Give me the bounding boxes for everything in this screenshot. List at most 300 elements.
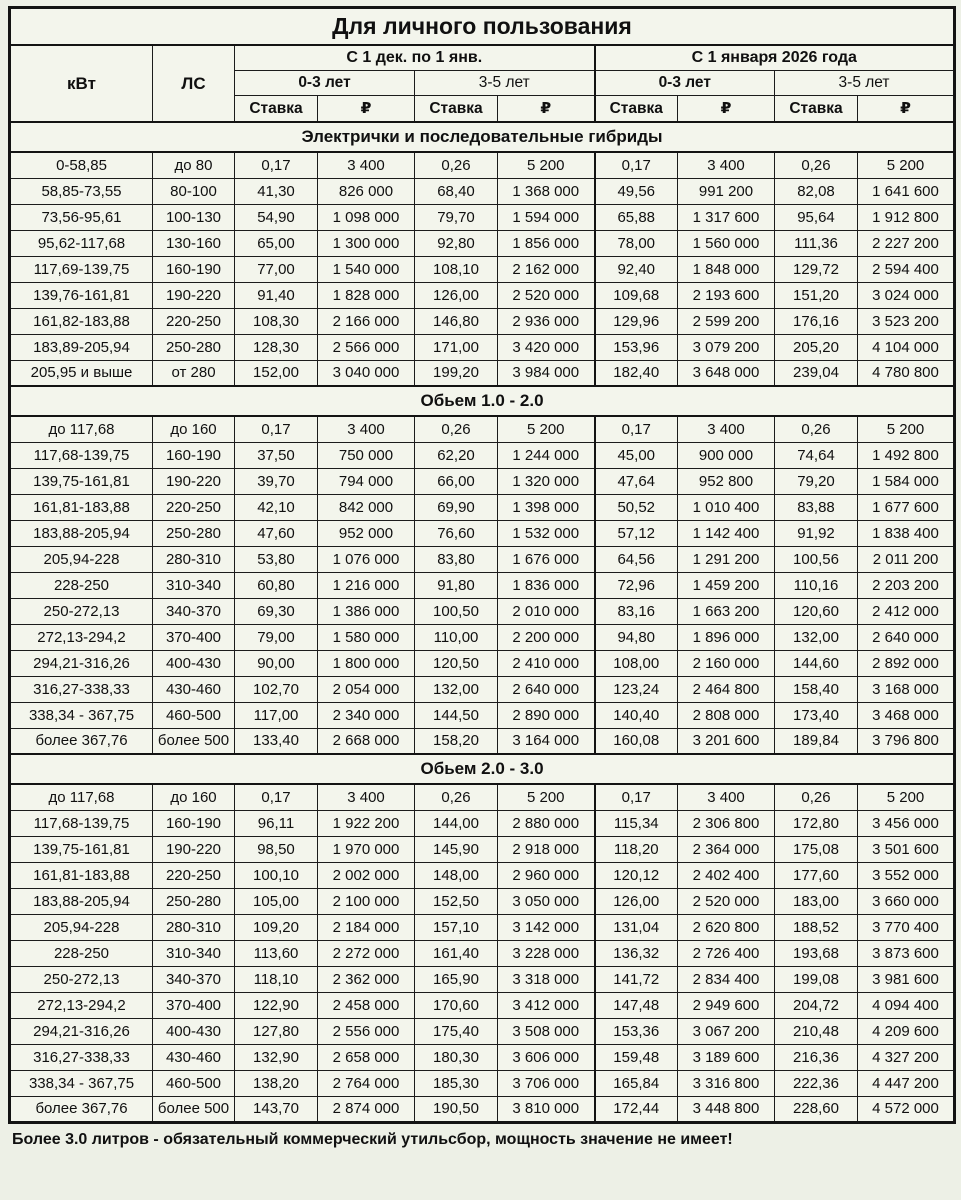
cell-rub: 3 142 000 xyxy=(498,914,595,940)
cell-rub: 3 706 000 xyxy=(498,1070,595,1096)
cell-kwt: 272,13-294,2 xyxy=(10,992,153,1018)
cell-rub: 3 050 000 xyxy=(498,888,595,914)
cell-rate: 90,00 xyxy=(235,650,318,676)
cell-rate: 133,40 xyxy=(235,728,318,754)
cell-rate: 222,36 xyxy=(775,1070,858,1096)
ruble-sign: ₽ xyxy=(858,96,955,123)
cell-rate: 204,72 xyxy=(775,992,858,1018)
cell-rate: 0,26 xyxy=(415,416,498,442)
cell-rub: 5 200 xyxy=(498,416,595,442)
cell-rate: 131,04 xyxy=(595,914,678,940)
cell-rate: 136,32 xyxy=(595,940,678,966)
cell-rate: 79,20 xyxy=(775,468,858,494)
table-row xyxy=(10,1018,955,1044)
cell-rate: 109,20 xyxy=(235,914,318,940)
table-row xyxy=(10,702,955,728)
cell-rub: 3 400 xyxy=(318,784,415,810)
cell-rate: 113,60 xyxy=(235,940,318,966)
table-row xyxy=(10,1096,955,1122)
cell-rate: 132,90 xyxy=(235,1044,318,1070)
table-row xyxy=(10,360,955,386)
cell-ls: 400-430 xyxy=(153,650,235,676)
cell-rate: 171,00 xyxy=(415,334,498,360)
cell-kwt: более 367,76 xyxy=(10,728,153,754)
cell-rub: 1 970 000 xyxy=(318,836,415,862)
cell-rate: 83,16 xyxy=(595,598,678,624)
ruble-sign: ₽ xyxy=(498,96,595,123)
cell-rub: 3 168 000 xyxy=(858,676,955,702)
cell-rate: 126,00 xyxy=(415,282,498,308)
col-header-rate: Ставка xyxy=(235,96,318,123)
cell-rate: 92,80 xyxy=(415,230,498,256)
cell-rub: 2 272 000 xyxy=(318,940,415,966)
cell-ls: 430-460 xyxy=(153,676,235,702)
table-row xyxy=(10,572,955,598)
cell-rub: 1 398 000 xyxy=(498,494,595,520)
cell-rate: 183,00 xyxy=(775,888,858,914)
cell-rub: 3 468 000 xyxy=(858,702,955,728)
cell-rate: 170,60 xyxy=(415,992,498,1018)
cell-rub: 3 648 000 xyxy=(678,360,775,386)
table-row xyxy=(10,598,955,624)
cell-rate: 69,30 xyxy=(235,598,318,624)
table-row xyxy=(10,784,955,810)
col-header-rate: Ставка xyxy=(415,96,498,123)
cell-rate: 193,68 xyxy=(775,940,858,966)
cell-rate: 65,00 xyxy=(235,230,318,256)
cell-rub: 1 386 000 xyxy=(318,598,415,624)
cell-rub: 3 400 xyxy=(678,152,775,178)
cell-rub: 3 508 000 xyxy=(498,1018,595,1044)
cell-rate: 91,92 xyxy=(775,520,858,546)
cell-kwt: 338,34 - 367,75 xyxy=(10,1070,153,1096)
cell-rub: 1 142 400 xyxy=(678,520,775,546)
cell-rate: 42,10 xyxy=(235,494,318,520)
cell-rub: 4 094 400 xyxy=(858,992,955,1018)
cell-rub: 2 594 400 xyxy=(858,256,955,282)
period-row xyxy=(10,45,955,71)
cell-kwt: 161,81-183,88 xyxy=(10,494,153,520)
cell-rub: 3 501 600 xyxy=(858,836,955,862)
cell-rub: 2 054 000 xyxy=(318,676,415,702)
cell-rub: 5 200 xyxy=(858,416,955,442)
cell-rub: 3 770 400 xyxy=(858,914,955,940)
cell-rub: 1 641 600 xyxy=(858,178,955,204)
cell-rub: 2 362 000 xyxy=(318,966,415,992)
cell-rub: 1 838 400 xyxy=(858,520,955,546)
cell-rub: 3 228 000 xyxy=(498,940,595,966)
cell-ls: 250-280 xyxy=(153,334,235,360)
cell-rub: 1 848 000 xyxy=(678,256,775,282)
cell-rub: 3 456 000 xyxy=(858,810,955,836)
col-header-period-dec-jan: С 1 дек. по 1 янв. xyxy=(235,45,595,71)
cell-ls: 190-220 xyxy=(153,836,235,862)
cell-rate: 0,17 xyxy=(595,152,678,178)
cell-rate: 117,00 xyxy=(235,702,318,728)
cell-rate: 159,48 xyxy=(595,1044,678,1070)
cell-rub: 750 000 xyxy=(318,442,415,468)
cell-rate: 190,50 xyxy=(415,1096,498,1122)
cell-rub: 1 540 000 xyxy=(318,256,415,282)
cell-rub: 2 556 000 xyxy=(318,1018,415,1044)
cell-rate: 158,20 xyxy=(415,728,498,754)
cell-rate: 122,90 xyxy=(235,992,318,1018)
cell-rub: 1 584 000 xyxy=(858,468,955,494)
cell-rub: 2 203 200 xyxy=(858,572,955,598)
table-header xyxy=(10,8,955,123)
cell-rub: 2 364 000 xyxy=(678,836,775,862)
cell-rate: 66,00 xyxy=(415,468,498,494)
cell-rub: 1 676 000 xyxy=(498,546,595,572)
cell-rub: 3 448 800 xyxy=(678,1096,775,1122)
cell-rate: 143,70 xyxy=(235,1096,318,1122)
cell-rub: 1 800 000 xyxy=(318,650,415,676)
cell-kwt: 183,88-205,94 xyxy=(10,520,153,546)
cell-rub: 2 874 000 xyxy=(318,1096,415,1122)
cell-ls: 130-160 xyxy=(153,230,235,256)
cell-rub: 3 400 xyxy=(678,416,775,442)
cell-rate: 83,80 xyxy=(415,546,498,572)
cell-rub: 3 079 200 xyxy=(678,334,775,360)
cell-kwt: 161,82-183,88 xyxy=(10,308,153,334)
table-row xyxy=(10,676,955,702)
cell-rub: 1 560 000 xyxy=(678,230,775,256)
cell-rate: 98,50 xyxy=(235,836,318,862)
cell-rub: 991 200 xyxy=(678,178,775,204)
cell-rub: 1 912 800 xyxy=(858,204,955,230)
cell-rub: 2 162 000 xyxy=(498,256,595,282)
cell-ls: 340-370 xyxy=(153,966,235,992)
table-row xyxy=(10,940,955,966)
cell-kwt: 294,21-316,26 xyxy=(10,1018,153,1044)
cell-rate: 105,00 xyxy=(235,888,318,914)
cell-kwt: более 367,76 xyxy=(10,1096,153,1122)
table-row xyxy=(10,204,955,230)
cell-rub: 3 552 000 xyxy=(858,862,955,888)
cell-rate: 50,52 xyxy=(595,494,678,520)
cell-rate: 0,17 xyxy=(235,416,318,442)
cell-rate: 180,30 xyxy=(415,1044,498,1070)
cell-rub: 2 520 000 xyxy=(498,282,595,308)
cell-rate: 160,08 xyxy=(595,728,678,754)
cell-rate: 47,64 xyxy=(595,468,678,494)
tariff-table xyxy=(8,6,956,1124)
cell-kwt: 0-58,85 xyxy=(10,152,153,178)
section-title: Обьем 2.0 - 3.0 xyxy=(10,754,955,784)
table-row xyxy=(10,1044,955,1070)
cell-rate: 161,40 xyxy=(415,940,498,966)
cell-rub: 2 658 000 xyxy=(318,1044,415,1070)
cell-rub: 1 580 000 xyxy=(318,624,415,650)
cell-rub: 2 002 000 xyxy=(318,862,415,888)
cell-rate: 151,20 xyxy=(775,282,858,308)
cell-kwt: 139,75-161,81 xyxy=(10,468,153,494)
cell-rate: 62,20 xyxy=(415,442,498,468)
cell-rate: 57,12 xyxy=(595,520,678,546)
ruble-sign: ₽ xyxy=(678,96,775,123)
table-row xyxy=(10,282,955,308)
cell-rub: 2 764 000 xyxy=(318,1070,415,1096)
cell-rate: 100,56 xyxy=(775,546,858,572)
cell-rub: 3 400 xyxy=(318,152,415,178)
cell-rate: 78,00 xyxy=(595,230,678,256)
cell-rub: 2 949 600 xyxy=(678,992,775,1018)
table-row xyxy=(10,546,955,572)
cell-kwt: 228-250 xyxy=(10,572,153,598)
cell-rate: 157,10 xyxy=(415,914,498,940)
cell-rate: 110,00 xyxy=(415,624,498,650)
cell-rate: 108,00 xyxy=(595,650,678,676)
cell-rub: 1 368 000 xyxy=(498,178,595,204)
cell-rate: 120,60 xyxy=(775,598,858,624)
cell-rate: 60,80 xyxy=(235,572,318,598)
cell-rate: 64,56 xyxy=(595,546,678,572)
cell-rate: 153,96 xyxy=(595,334,678,360)
cell-rub: 900 000 xyxy=(678,442,775,468)
cell-kwt: 205,94-228 xyxy=(10,546,153,572)
cell-kwt: до 117,68 xyxy=(10,784,153,810)
cell-rub: 1 291 200 xyxy=(678,546,775,572)
cell-rate: 79,00 xyxy=(235,624,318,650)
table-row xyxy=(10,624,955,650)
cell-rate: 129,72 xyxy=(775,256,858,282)
cell-rate: 120,50 xyxy=(415,650,498,676)
cell-rub: 1 320 000 xyxy=(498,468,595,494)
cell-rate: 123,24 xyxy=(595,676,678,702)
cell-rub: 2 620 800 xyxy=(678,914,775,940)
section-header-row xyxy=(10,386,955,416)
cell-kwt: 316,27-338,33 xyxy=(10,676,153,702)
cell-rate: 239,04 xyxy=(775,360,858,386)
cell-rub: 2 726 400 xyxy=(678,940,775,966)
cell-rate: 144,50 xyxy=(415,702,498,728)
col-header-ls: ЛС xyxy=(153,45,235,122)
cell-rub: 1 216 000 xyxy=(318,572,415,598)
cell-rate: 65,88 xyxy=(595,204,678,230)
cell-rate: 68,40 xyxy=(415,178,498,204)
cell-ls: более 500 xyxy=(153,728,235,754)
cell-rate: 138,20 xyxy=(235,1070,318,1096)
cell-ls: 310-340 xyxy=(153,572,235,598)
section-title: Электрички и последовательные гибриды xyxy=(10,122,955,152)
cell-kwt: 205,94-228 xyxy=(10,914,153,940)
table-row xyxy=(10,992,955,1018)
cell-rate: 118,10 xyxy=(235,966,318,992)
cell-ls: 250-280 xyxy=(153,520,235,546)
cell-rate: 91,40 xyxy=(235,282,318,308)
cell-rub: 5 200 xyxy=(858,152,955,178)
cell-rub: 3 067 200 xyxy=(678,1018,775,1044)
cell-rate: 205,20 xyxy=(775,334,858,360)
cell-ls: 160-190 xyxy=(153,256,235,282)
cell-ls: 190-220 xyxy=(153,282,235,308)
cell-rate: 39,70 xyxy=(235,468,318,494)
cell-kwt: 183,89-205,94 xyxy=(10,334,153,360)
cell-rub: 3 040 000 xyxy=(318,360,415,386)
cell-rub: 1 010 400 xyxy=(678,494,775,520)
cell-rub: 2 166 000 xyxy=(318,308,415,334)
cell-rate: 153,36 xyxy=(595,1018,678,1044)
cell-rate: 216,36 xyxy=(775,1044,858,1070)
cell-rate: 45,00 xyxy=(595,442,678,468)
cell-rate: 96,11 xyxy=(235,810,318,836)
table-row xyxy=(10,520,955,546)
cell-rub: 4 209 600 xyxy=(858,1018,955,1044)
cell-rate: 188,52 xyxy=(775,914,858,940)
cell-rub: 1 317 600 xyxy=(678,204,775,230)
cell-rate: 0,26 xyxy=(415,784,498,810)
cell-rate: 69,90 xyxy=(415,494,498,520)
cell-rub: 5 200 xyxy=(498,784,595,810)
cell-ls: 460-500 xyxy=(153,1070,235,1096)
cell-rate: 148,00 xyxy=(415,862,498,888)
cell-rate: 72,96 xyxy=(595,572,678,598)
cell-rub: 3 796 800 xyxy=(858,728,955,754)
cell-rub: 1 300 000 xyxy=(318,230,415,256)
cell-rate: 146,80 xyxy=(415,308,498,334)
cell-rub: 2 458 000 xyxy=(318,992,415,1018)
cell-kwt: 139,76-161,81 xyxy=(10,282,153,308)
cell-rub: 2 160 000 xyxy=(678,650,775,676)
table-row xyxy=(10,836,955,862)
cell-kwt: 139,75-161,81 xyxy=(10,836,153,862)
cell-rub: 2 010 000 xyxy=(498,598,595,624)
cell-kwt: 73,56-95,61 xyxy=(10,204,153,230)
cell-rub: 2 200 000 xyxy=(498,624,595,650)
cell-rub: 3 189 600 xyxy=(678,1044,775,1070)
cell-rate: 83,88 xyxy=(775,494,858,520)
section-title: Обьем 1.0 - 2.0 xyxy=(10,386,955,416)
cell-rub: 2 410 000 xyxy=(498,650,595,676)
cell-rate: 144,60 xyxy=(775,650,858,676)
cell-rub: 1 492 800 xyxy=(858,442,955,468)
cell-rate: 126,00 xyxy=(595,888,678,914)
cell-kwt: 117,68-139,75 xyxy=(10,810,153,836)
cell-rate: 94,80 xyxy=(595,624,678,650)
cell-rub: 3 660 000 xyxy=(858,888,955,914)
cell-kwt: 117,68-139,75 xyxy=(10,442,153,468)
cell-rub: 3 412 000 xyxy=(498,992,595,1018)
cell-rate: 109,68 xyxy=(595,282,678,308)
cell-rub: 2 566 000 xyxy=(318,334,415,360)
cell-rate: 100,50 xyxy=(415,598,498,624)
cell-rub: 2 834 400 xyxy=(678,966,775,992)
cell-rate: 108,10 xyxy=(415,256,498,282)
cell-rub: 5 200 xyxy=(498,152,595,178)
cell-ls: 460-500 xyxy=(153,702,235,728)
cell-ls: 220-250 xyxy=(153,308,235,334)
cell-ls: 160-190 xyxy=(153,810,235,836)
cell-rate: 0,26 xyxy=(415,152,498,178)
cell-ls: от 280 xyxy=(153,360,235,386)
cell-kwt: 272,13-294,2 xyxy=(10,624,153,650)
cell-rub: 952 800 xyxy=(678,468,775,494)
cell-ls: 190-220 xyxy=(153,468,235,494)
table-row xyxy=(10,334,955,360)
cell-rate: 118,20 xyxy=(595,836,678,862)
cell-kwt: 161,81-183,88 xyxy=(10,862,153,888)
cell-rate: 228,60 xyxy=(775,1096,858,1122)
cell-rate: 173,40 xyxy=(775,702,858,728)
section-header-row xyxy=(10,122,955,152)
cell-rate: 0,17 xyxy=(595,416,678,442)
cell-rate: 152,00 xyxy=(235,360,318,386)
cell-kwt: 294,21-316,26 xyxy=(10,650,153,676)
cell-rate: 152,50 xyxy=(415,888,498,914)
cell-rate: 176,16 xyxy=(775,308,858,334)
cell-rub: 2 184 000 xyxy=(318,914,415,940)
cell-rate: 199,08 xyxy=(775,966,858,992)
cell-kwt: 250-272,13 xyxy=(10,598,153,624)
cell-rub: 3 316 800 xyxy=(678,1070,775,1096)
cell-rub: 3 984 000 xyxy=(498,360,595,386)
cell-rub: 1 896 000 xyxy=(678,624,775,650)
cell-rate: 189,84 xyxy=(775,728,858,754)
cell-rate: 185,30 xyxy=(415,1070,498,1096)
cell-rate: 128,30 xyxy=(235,334,318,360)
table-row xyxy=(10,494,955,520)
cell-rub: 2 936 000 xyxy=(498,308,595,334)
cell-rate: 132,00 xyxy=(775,624,858,650)
cell-rub: 952 000 xyxy=(318,520,415,546)
cell-kwt: 58,85-73,55 xyxy=(10,178,153,204)
table-row xyxy=(10,862,955,888)
cell-rate: 141,72 xyxy=(595,966,678,992)
cell-ls: 280-310 xyxy=(153,546,235,572)
cell-rub: 2 402 400 xyxy=(678,862,775,888)
cell-rate: 172,44 xyxy=(595,1096,678,1122)
cell-rub: 3 318 000 xyxy=(498,966,595,992)
cell-kwt: 117,69-139,75 xyxy=(10,256,153,282)
cell-rub: 2 306 800 xyxy=(678,810,775,836)
cell-ls: 100-130 xyxy=(153,204,235,230)
cell-kwt: 250-272,13 xyxy=(10,966,153,992)
table-row xyxy=(10,888,955,914)
table-row xyxy=(10,1070,955,1096)
cell-kwt: до 117,68 xyxy=(10,416,153,442)
cell-ls: до 160 xyxy=(153,416,235,442)
cell-rub: 2 892 000 xyxy=(858,650,955,676)
cell-rub: 2 960 000 xyxy=(498,862,595,888)
cell-rate: 95,64 xyxy=(775,204,858,230)
cell-rub: 3 024 000 xyxy=(858,282,955,308)
cell-rate: 144,00 xyxy=(415,810,498,836)
col-header-age-3-5: 3-5 лет xyxy=(415,71,595,96)
cell-rub: 1 663 200 xyxy=(678,598,775,624)
cell-rub: 2 880 000 xyxy=(498,810,595,836)
cell-rate: 102,70 xyxy=(235,676,318,702)
cell-rate: 108,30 xyxy=(235,308,318,334)
table-row xyxy=(10,728,955,754)
col-header-age-0-3: 0-3 лет xyxy=(235,71,415,96)
cell-rub: 2 412 000 xyxy=(858,598,955,624)
cell-ls: 160-190 xyxy=(153,442,235,468)
section-header-row xyxy=(10,754,955,784)
cell-rate: 172,80 xyxy=(775,810,858,836)
cell-rate: 0,26 xyxy=(775,784,858,810)
cell-ls: 310-340 xyxy=(153,940,235,966)
table-row xyxy=(10,914,955,940)
cell-rate: 54,90 xyxy=(235,204,318,230)
cell-rub: 3 981 600 xyxy=(858,966,955,992)
cell-rate: 53,80 xyxy=(235,546,318,572)
cell-rub: 794 000 xyxy=(318,468,415,494)
cell-ls: 430-460 xyxy=(153,1044,235,1070)
cell-rub: 1 532 000 xyxy=(498,520,595,546)
cell-rub: 3 523 200 xyxy=(858,308,955,334)
table-row xyxy=(10,416,955,442)
table-row xyxy=(10,810,955,836)
